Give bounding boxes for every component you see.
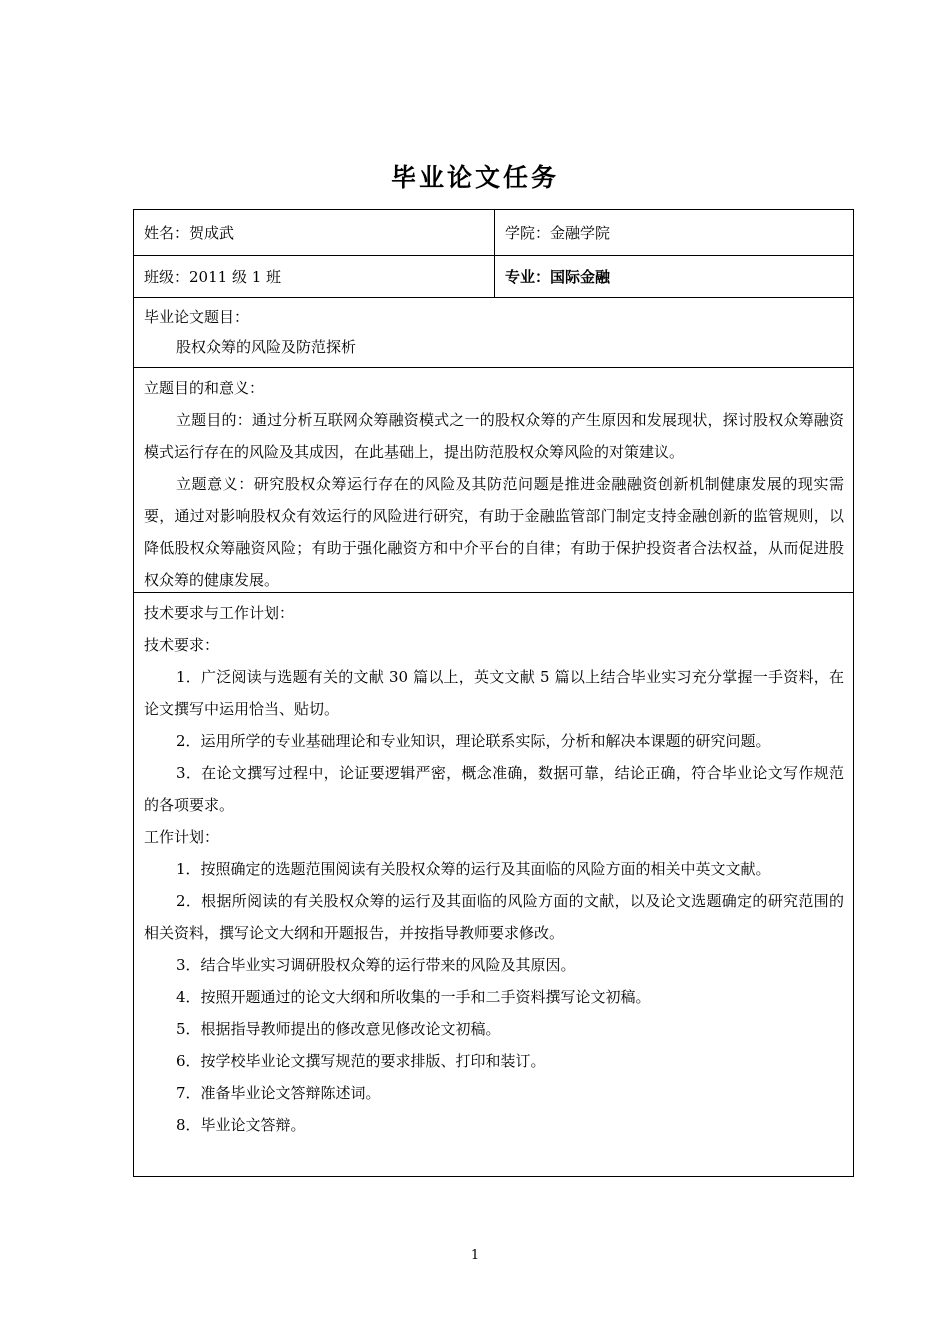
class: 班级：2011 级 1 班 <box>134 256 495 297</box>
work-item: 3．结合毕业实习调研股权众筹的运行带来的风险及其原因。 <box>176 956 576 974</box>
tech-item: 2．运用所学的专业基础理论和专业知识，理论联系实际，分析和解决本课题的研究问题。 <box>176 732 771 750</box>
row-name-college <box>134 210 853 256</box>
document-title: 毕业论文任务 <box>390 163 559 192</box>
topic-label: 毕业论文题目： <box>144 308 250 326</box>
work-item: 6．按学校毕业论文撰写规范的要求排版、打印和装订。 <box>176 1052 546 1070</box>
plan-label: 技术要求与工作计划： <box>144 604 295 622</box>
task-table <box>133 209 854 1177</box>
row-purpose <box>134 368 853 593</box>
work-label: 工作计划： <box>144 828 220 846</box>
work-item: 5．根据指导教师提出的修改意见修改论文初稿。 <box>176 1020 501 1038</box>
purpose-label: 立题目的和意义： <box>144 379 265 397</box>
work-item: 1．按照确定的选题范围阅读有关股权众筹的运行及其面临的风险方面的相关中英文文献。 <box>176 860 771 878</box>
page-number: 1 <box>470 1248 480 1263</box>
topic-text: 股权众筹的风险及防范探析 <box>176 338 357 356</box>
tech-label: 技术要求： <box>144 636 220 654</box>
work-item: 8．毕业论文答辩。 <box>176 1116 306 1134</box>
row-class-major <box>134 256 853 298</box>
work-item: 2．根据所阅读的有关股权众筹的运行及其面临的风险方面的文献，以及论文选题确定的研究范围的相关资料，撰写论文大纲和开题报告，并按指导教师要求修改。 <box>144 892 844 942</box>
major: 专业：国际金融 <box>505 268 611 286</box>
tech-item: 3．在论文撰写过程中，论证要逻辑严密，概念准确，数据可靠，结论正确，符合毕业论文写作规范的各项要求。 <box>144 764 844 814</box>
row-topic <box>134 298 853 368</box>
row-plan <box>134 593 853 1175</box>
college: 学院：金融学院 <box>505 224 611 242</box>
purpose-paragraph: 立题目的：通过分析互联网众筹融资模式之一的股权众筹的产生原因和发展现状，探讨股权众筹融资模式运行存在的风险及其成因，在此基础上，提出防范股权众筹风险的对策建议。 <box>144 411 844 461</box>
significance-paragraph: 立题意义：研究股权众筹运行存在的风险及其防范问题是推进金融融资创新机制健康发展的现实需要，通过对影响股权众有效运行的风险进行研究，有助于金融监管部门制定支持金融创新的监管规则，以降低股权众筹融资风险；有助于强化融资方和中介平台的自律；有助于保护投资者合法权益，从而促进股权众筹的健康发展。 <box>144 475 844 589</box>
student-name: 姓名：贺成武 <box>134 210 495 255</box>
work-item: 7．准备毕业论文答辩陈述词。 <box>176 1084 381 1102</box>
tech-item: 1．广泛阅读与选题有关的文献 30 篇以上，英文文献 5 篇以上结合毕业实习充分掌握一手资料，在论文撰写中运用恰当、贴切。 <box>144 668 844 718</box>
work-item: 4．按照开题通过的论文大纲和所收集的一手和二手资料撰写论文初稿。 <box>176 988 651 1006</box>
